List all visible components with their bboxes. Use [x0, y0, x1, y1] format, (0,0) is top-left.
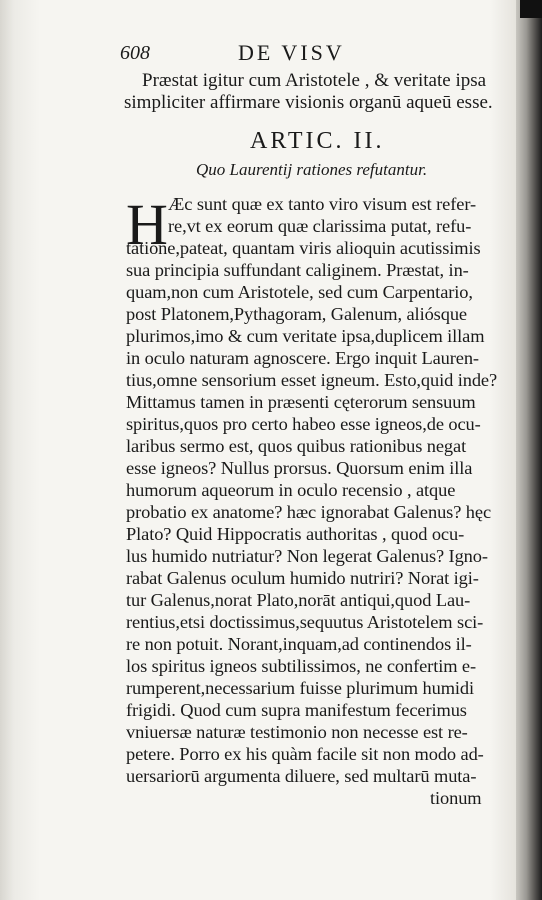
body-line: re,vt ex eorum quæ clarissima putat, refu-: [168, 216, 472, 236]
drop-capital: H: [126, 192, 168, 257]
intro-line: simpliciter affirmare visionis organū aqueū esse.: [124, 92, 493, 113]
body-line: tatione,pateat, quantam viris alioquin acutissimis: [126, 238, 481, 258]
body-line: in oculo naturam agnoscere. Ergo inquit Lauren-: [126, 348, 479, 368]
intro-line: Præstat igitur cum Aristotele , & veritate ipsa: [142, 70, 487, 91]
page-edge-shadow: [516, 0, 542, 900]
page-header: [120, 40, 500, 68]
body-line: Mittamus tamen in præsenti cęterorum sensuum: [126, 392, 476, 412]
body-line: petere. Porro ex his quàm facile sit non modo ad-: [126, 744, 484, 764]
body-line: Æc sunt quæ ex tanto viro visum est refer-: [168, 194, 477, 214]
body-line: tius,omne sensorium esset igneum. Esto,quid inde?: [126, 370, 498, 390]
body-line: lus humido nutriatur? Non legerat Galenus? Igno-: [126, 546, 488, 566]
body-line: uersariorū argumenta diluere, sed multarū muta-: [126, 766, 477, 786]
body-line: vniuersæ naturæ testimonio non necesse est re-: [126, 722, 468, 742]
body-line: rentius,etsi doctissimus,sequutus Aristotelem sci-: [126, 612, 484, 632]
body-line: spiritus,quos pro certo habeo esse igneos,de ocu-: [126, 414, 481, 434]
article-subheading: Quo Laurentij rationes refutantur.: [196, 160, 428, 179]
page-number: 608: [120, 42, 150, 64]
body-line: laribus sermo est, quos quibus rationibus negat: [126, 436, 467, 456]
running-title: DE VISV: [238, 40, 345, 65]
catchword: tionum: [430, 788, 482, 808]
body-line: tur Galenus,norat Plato,norāt antiqui,quod Lau-: [126, 590, 471, 610]
body-line: re non potuit. Norant,inquam,ad continendos il-: [126, 634, 472, 654]
article-heading: ARTIC. II.: [250, 128, 385, 154]
body-line: rumperent,necessarium fuisse plurimum humidi: [126, 678, 475, 698]
body-line: esse igneos? Nullus prorsus. Quorsum enim illa: [126, 458, 473, 478]
body-line: quam,non cum Aristotele, sed cum Carpentario,: [126, 282, 473, 302]
page-edge-mark: [520, 0, 542, 18]
body-line: post Platonem,Pythagoram, Galenum, aliósque: [126, 304, 467, 324]
body-line: frigidi. Quod cum supra manifestum fecerimus: [126, 700, 467, 720]
body-line: plurimos,imo & cum veritate ipsa,duplicem illam: [126, 326, 485, 346]
body-line: los spiritus igneos subtilissimos, ne confertim e-: [126, 656, 477, 676]
body-line: Plato? Quid Hippocratis authoritas , quod ocu-: [126, 524, 465, 544]
body-line: sua principia suffundant caliginem. Præstat, in-: [126, 260, 469, 280]
body-line: rabat Galenus oculum humido nutriri? Norat igi-: [126, 568, 479, 588]
body-line: probatio ex anatome? hæc ignorabat Galenus? hęc: [126, 502, 492, 522]
body-line: humorum aqueorum in oculo recensio , atque: [126, 480, 456, 500]
